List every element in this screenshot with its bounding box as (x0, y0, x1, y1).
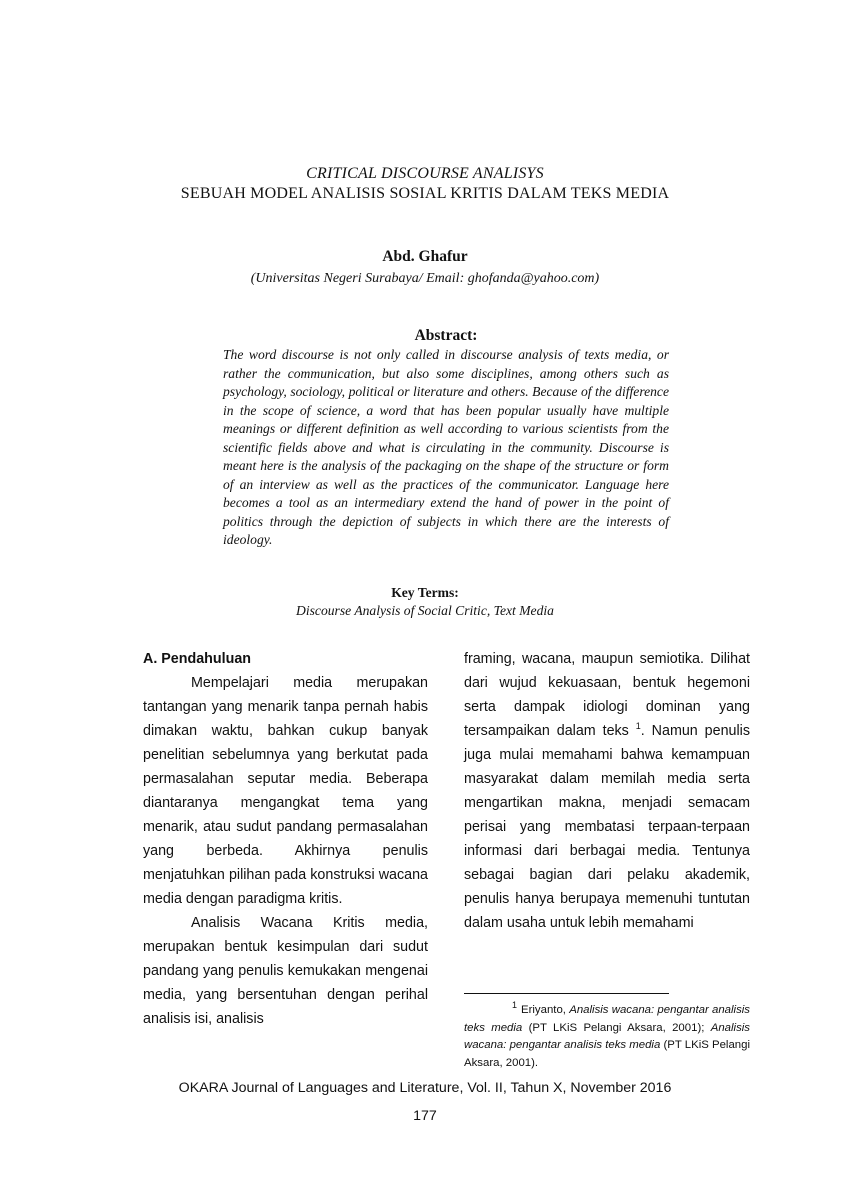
footnote-author: Eriyanto, (521, 1004, 570, 1016)
key-terms-block (0, 584, 850, 620)
footnote-publisher-1: (PT LKiS Pelangi Aksara, 2001); (522, 1021, 711, 1034)
footnote-title-1: Analisis wacana: pengantar analisis teks media (464, 1004, 750, 1034)
title-block (0, 164, 850, 204)
author-affiliation: (Universitas Negeri Surabaya/ Email: ghofanda@yahoo.com) (250, 271, 600, 286)
footnote: $^1$ Eriyanto, Analisis wacana: pengantar analisis teks media (PT LKiS Pelangi Aksara, 2001); Analisis wacana: pengantar analisis teks media (PT LKiS Pelangi Aksara, 2001). (464, 1000, 750, 1069)
paper-subtitle: SEBUAH MODEL ANALISIS SOSIAL KRITIS DALAM TEKS MEDIA (180, 185, 670, 202)
body-paragraph-2: Analisis Wacana Kritis media, merupakan bentuk kesimpulan dari sudut pandang yang penulis kemukakan mengenai media, yang bersentuhan dengan perihal analisis isi, analisis (143, 915, 428, 1027)
footnote-separator (464, 993, 669, 994)
footnote-reference[interactable]: 1 (635, 721, 641, 732)
abstract-block (223, 326, 669, 550)
body-column-left (143, 647, 428, 1031)
section-heading: A. Pendahuluan (143, 651, 252, 667)
key-terms-heading: Key Terms: (391, 585, 459, 600)
footnote-publisher-2: (PT LKiS Pelangi Aksara, 2001). (464, 1039, 750, 1069)
journal-footer: OKARA Journal of Languages and Literature, Vol. II, Tahun X, November 2016 (178, 1080, 672, 1096)
body-paragraph-1: Mempelajari media merupakan tantangan yang menarik tanpa pernah habis dimakan waktu, bahkan cukup banyak penelitian sebelumnya yang berkutat pada permasalahan seputar media. Beberapa diantaranya mengangkat tema yang menarik, atau sudut pandang permasalahan yang berbeda. Akhirnya penulis menjatuhkan pilihan pada konstruksi wacana media dengan paradigma kritis. (143, 675, 428, 907)
body-column-right (464, 647, 750, 935)
key-terms-text: Discourse Analysis of Social Critic, Text Media (296, 603, 554, 618)
body-text-part-2: . Namun penulis juga mulai memahami bahwa kemampuan masyarakat dalam memilah media serta mengartikan makna, menjadi semacam perisai yang membatasi terpaan-terpaan informasi dari berbagai media. Tentunya sebagai bagian dari pelaku akademik, penulis hanya berupaya memenuhi tuntutan dalam usaha untuk lebih memahami (464, 723, 750, 931)
body-text-part-1: framing, wacana, maupun semiotika. Dilihat dari wujud kekuasaan, bentuk hegemoni serta dampak idiologi dominan yang tersampaikan dalam teks (464, 651, 750, 739)
author-name: Abd. Ghafur (382, 248, 468, 265)
paper-title: CRITICAL DISCOURSE ANALISYS (306, 165, 544, 182)
page-number: 177 (413, 1108, 437, 1124)
abstract-heading: Abstract: (414, 327, 478, 344)
abstract-text: The word discourse is not only called in discourse analysis of texts media, or rather the communication, but also some disciplines, among others such as psychology, sociology, political or literature and others. Because of the difference in the scope of science, a word that has been popular usually have multiple meanings or different definition as well according to various scientists from the scientific fields above and what is circulating in the community. Discourse is meant here is the analysis of the packaging on the shape of the structure or form of an interview as well as the practices of the communicator. Language here becomes a tool as an intermediary extend the hand of power in the point of politics through the depiction of subjects in which there are the interests of ideology. (223, 347, 669, 547)
author-block (0, 247, 850, 288)
footnote-title-2: Analisis wacana: pengantar analisis teks media (464, 1021, 750, 1051)
body-paragraph-continued (464, 647, 750, 935)
